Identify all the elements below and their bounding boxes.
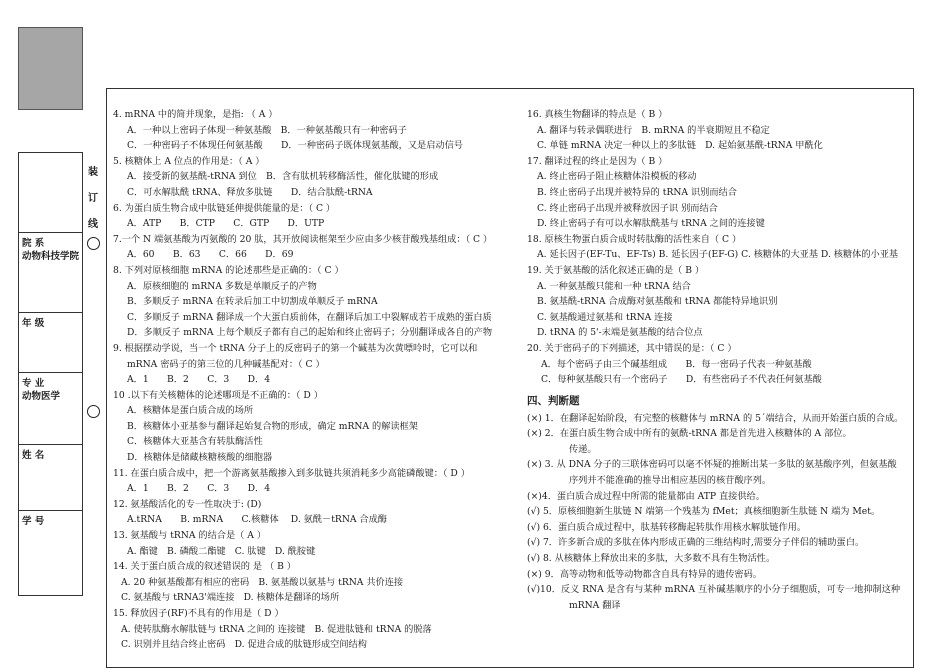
question-line: 12. 氨基酸活化的专一性取决于: (D) (113, 498, 262, 510)
question-line: A．原核细胞的 mRNA 多数是单顺反子的产物 (127, 280, 317, 292)
question-line: 10 .以下有关核糖体的论述哪项是不正确的：（ D ） (113, 389, 323, 401)
question-line: A. 延长因子(EF-Tu、EF-Ts) B. 延长因子(EF-G) C. 核糖体的大亚基 D. 核糖体的小亚基 (537, 249, 899, 261)
question-line: (√) 6．蛋白质合成过程中，肽基转移酶起转肽作用核水解肽链作用。 (527, 521, 807, 533)
question-line: 13. 氨基酸与 tRNA 的结合是（ A ） (113, 530, 267, 542)
binding-hole-circle (87, 405, 100, 418)
question-line: D. 终止密码子有可以水解肽酰基与 tRNA 之间的连接键 (537, 218, 765, 230)
question-line: D. tRNA 的 5'-末端是氨基酸的结合位点 (537, 327, 703, 339)
question-line: (×) 3. 从 DNA 分子的三联体密码可以毫不怀疑的推断出某一多肽的氨基酸序列，但氨基酸 (527, 459, 897, 471)
question-line: A. 使转肽酶水解肽链与 tRNA 之间的 连接键 B. 促进肽链和 tRNA 的脱落 (121, 623, 432, 635)
question-line: A. 翻译与转录偶联进行 B. mRNA 的半衰期短且不稳定 (537, 124, 770, 136)
question-line: A．1 B．2 C．3 D．4 (127, 374, 271, 386)
question-line: (×) 2．在蛋白质生物合成中所有的氨酰-tRNA 都是首先进入核糖体的 A 部位。 (527, 428, 852, 440)
question-line: C. 识别并且结合终止密码 D. 促进合成的肽链形成空间结构 (121, 639, 367, 651)
question-line: C．多顺反子 mRNA 翻译成一个大蛋白质前体，在翻译后加工中裂解成若干成熟的蛋白质 (127, 311, 492, 323)
department-label: 院 系 (22, 238, 45, 249)
binding-hole-circle (87, 237, 100, 250)
question-line: 序列并不能准确的推导出相应基因的核苷酸序列。 (569, 475, 772, 487)
question-line: B. 终止密码子出现并被特异的 tRNA 识别而结合 (537, 186, 737, 198)
binding-char: 装 (88, 167, 98, 178)
question-line: A．ATP B．CTP C．GTP D．UTP (127, 218, 325, 230)
question-line: C．每种氨基酸只有一个密码子 D．有些密码子不代表任何氨基酸 (541, 374, 822, 386)
question-line: (×) 9．高等动物和低等动物都含自具有特异的遗传密码。 (527, 568, 762, 580)
question-line: C. 氨基酸与 tRNA3'端连接 D. 核糖体是翻译的场所 (121, 592, 340, 604)
multiple-choice-block (527, 107, 912, 388)
question-line: (×)4．蛋白质合成过程中所需的能量都由 ATP 直接供给。 (527, 490, 765, 502)
question-line: A．接受新的氨基酰-tRNA 到位 B．含有肽机转移酶活性，催化肽键的形成 (127, 171, 439, 183)
question-line: 16. 真核生物翻译的特点是（ B ） (527, 109, 668, 120)
judge-section-title: 四、判断题 (527, 394, 580, 407)
question-line: 17. 翻译过程的终止是因为（ B ） (527, 155, 668, 167)
question-line: B．核糖体小亚基参与翻译起始复合物的形成，确定 mRNA 的解读框架 (127, 420, 418, 432)
question-line: (√) 8. 从核糖体上释放出来的多肽，大多数不具有生物活性。 (527, 553, 776, 565)
question-line: D．核糖体是储藏核糖核酸的细胞器 (127, 452, 273, 464)
question-line: 20. 关于密码子的下列描述，其中错误的是：（ C ） (527, 342, 737, 354)
major-label: 专 业 (22, 378, 45, 389)
photo-placeholder (18, 27, 83, 110)
name-label: 姓 名 (22, 450, 45, 461)
student-id-label: 学 号 (22, 516, 45, 527)
question-line: 传递。 (569, 443, 597, 455)
question-line: A．每个密码子由三个碱基组成 B．每一密码子代表一种氨基酸 (541, 358, 812, 370)
question-line: D．多顺反子 mRNA 上每个顺反子都有自己的起始和终止密码子；分别翻译成各自的产物 (127, 327, 493, 339)
question-line: (√) 7．许多新合成的多肽在体内形成正确的三维结构时,需要分子伴侣的辅助蛋白。 (527, 537, 865, 549)
question-line: (×) 1．在翻译起始阶段，有完整的核糖体与 mRNA 的 5´端结合，从而开始蛋白质的合成。 (527, 412, 904, 424)
question-line: C. 单链 mRNA 决定一种以上的多肽链 D. 起始氨基酰-tRNA 甲酰化 (537, 140, 823, 152)
question-line: (√)10．反义 RNA 是含有与某种 mRNA 互补碱基顺序的小分子细胞质，可专一地抑制这种 (527, 584, 901, 596)
question-line: mRNA 密码子的第三位的几种碱基配对：（ C ） (127, 358, 325, 370)
question-line: A．核糖体是蛋白质合成的场所 (127, 405, 254, 417)
question-line: C．核糖体大亚基含有转肽酶活性 (127, 436, 263, 448)
question-line: 6. 为蛋白质生物合成中肽链延伸提供能量的是：（ C ） (113, 202, 336, 214)
binding-line-label (86, 160, 100, 238)
question-line: 4. mRNA 中的简并现象，是指: （ A ） (113, 109, 278, 120)
question-line: B．多顺反子 mRNA 在转录后加工中切割成单顺反子 mRNA (127, 296, 378, 308)
question-line: 19. 关于氨基酸的活化叙述正确的是（ B ） (527, 264, 705, 276)
question-line: A. 一种氨基酸只能和一种 tRNA 结合 (537, 280, 691, 292)
grade-cell (19, 313, 82, 373)
department-value: 动物科技学院 (22, 251, 80, 262)
student-info-table (18, 152, 83, 596)
question-line: A．一种以上密码子体现一种氨基酸 B．一种氨基酸只有一种密码子 (127, 124, 407, 136)
major-cell (19, 373, 82, 445)
name-cell (19, 445, 82, 511)
question-line: A. 20 种氨基酸都有相应的密码 B. 氨基酸以氨基与 tRNA 共价连接 (121, 576, 404, 588)
exam-content-frame (106, 88, 914, 668)
question-line: C. 氨基酸通过氨基和 tRNA 连接 (537, 311, 673, 323)
question-line: A．60 B．63 C．66 D．69 (127, 249, 294, 261)
question-line: C．一种密码子不体现任何氨基酸 D．一种密码子既体现氨基酸，又是启动信号 (127, 140, 463, 152)
question-line: A．1 B．2 C．3 D．4 (127, 483, 271, 495)
question-line: B. 氨基酰-tRNA 合成酶对氨基酸和 tRNA 都能特异地识别 (537, 296, 778, 308)
question-line: mRNA 翻译 (569, 599, 621, 611)
question-line: A.tRNA B. mRNA C.核糖体 D. 氨酰－tRNA 合成酶 (127, 514, 387, 526)
department-cell (19, 233, 82, 313)
question-line: 5. 核糖体上 A 位点的作用是：（ A ） (113, 155, 265, 167)
student-id-cell (19, 511, 82, 595)
left-question-column (113, 107, 513, 653)
judgement-block (527, 411, 912, 614)
grade-label: 年 级 (22, 318, 45, 329)
info-blank-cell (19, 153, 82, 233)
question-line: 8. 下列对原核细胞 mRNA 的论述那些是正确的：（ C ） (113, 264, 344, 276)
right-question-column (527, 107, 912, 613)
question-line: C. 终止密码子出现并被释放因子识 别而结合 (537, 202, 718, 214)
question-line: 15. 释放因子(RF)不具有的作用是（ D ） (113, 608, 284, 619)
question-line: 11. 在蛋白质合成中，把一个游离氨基酸掺入到多肽链共须消耗多少高能磷酸键：（ D ） (113, 467, 470, 479)
question-line: C．可水解肽酰 tRNA、释放多肽链 D．结合肽酰-tRNA (127, 186, 373, 198)
question-line: A. 终止密码子阻止核糖体沿模板的移动 (537, 171, 697, 183)
question-line: 7.一个 N 端氨基酸为丙氨酸的 20 肽，其开放阅读框架至少应由多少核苷酸残基组成：（ C ） (113, 233, 493, 245)
question-line: 14. 关于蛋白质合成的叙述错误的 是 （ B ） (113, 561, 296, 573)
question-line: (√) 5．原核细胞新生肽链 N 端第一个残基为 fMet；真核细胞新生肽链 N 端为 Met。 (527, 506, 881, 518)
question-line: A. 酯键 B. 磷酸二酯键 C. 肽键 D. 酰胺键 (127, 545, 316, 557)
binding-char: 订 (88, 193, 98, 204)
binding-char: 线 (88, 219, 98, 230)
major-value: 动物医学 (22, 391, 61, 402)
question-line: 9. 根据摆动学说，当一个 tRNA 分子上的反密码子的第一个碱基为次黄嘌呤时，它可以和 (113, 342, 478, 354)
question-line: 18. 原核生物蛋白质合成时转肽酶的活性来自（ C ） (527, 233, 742, 245)
